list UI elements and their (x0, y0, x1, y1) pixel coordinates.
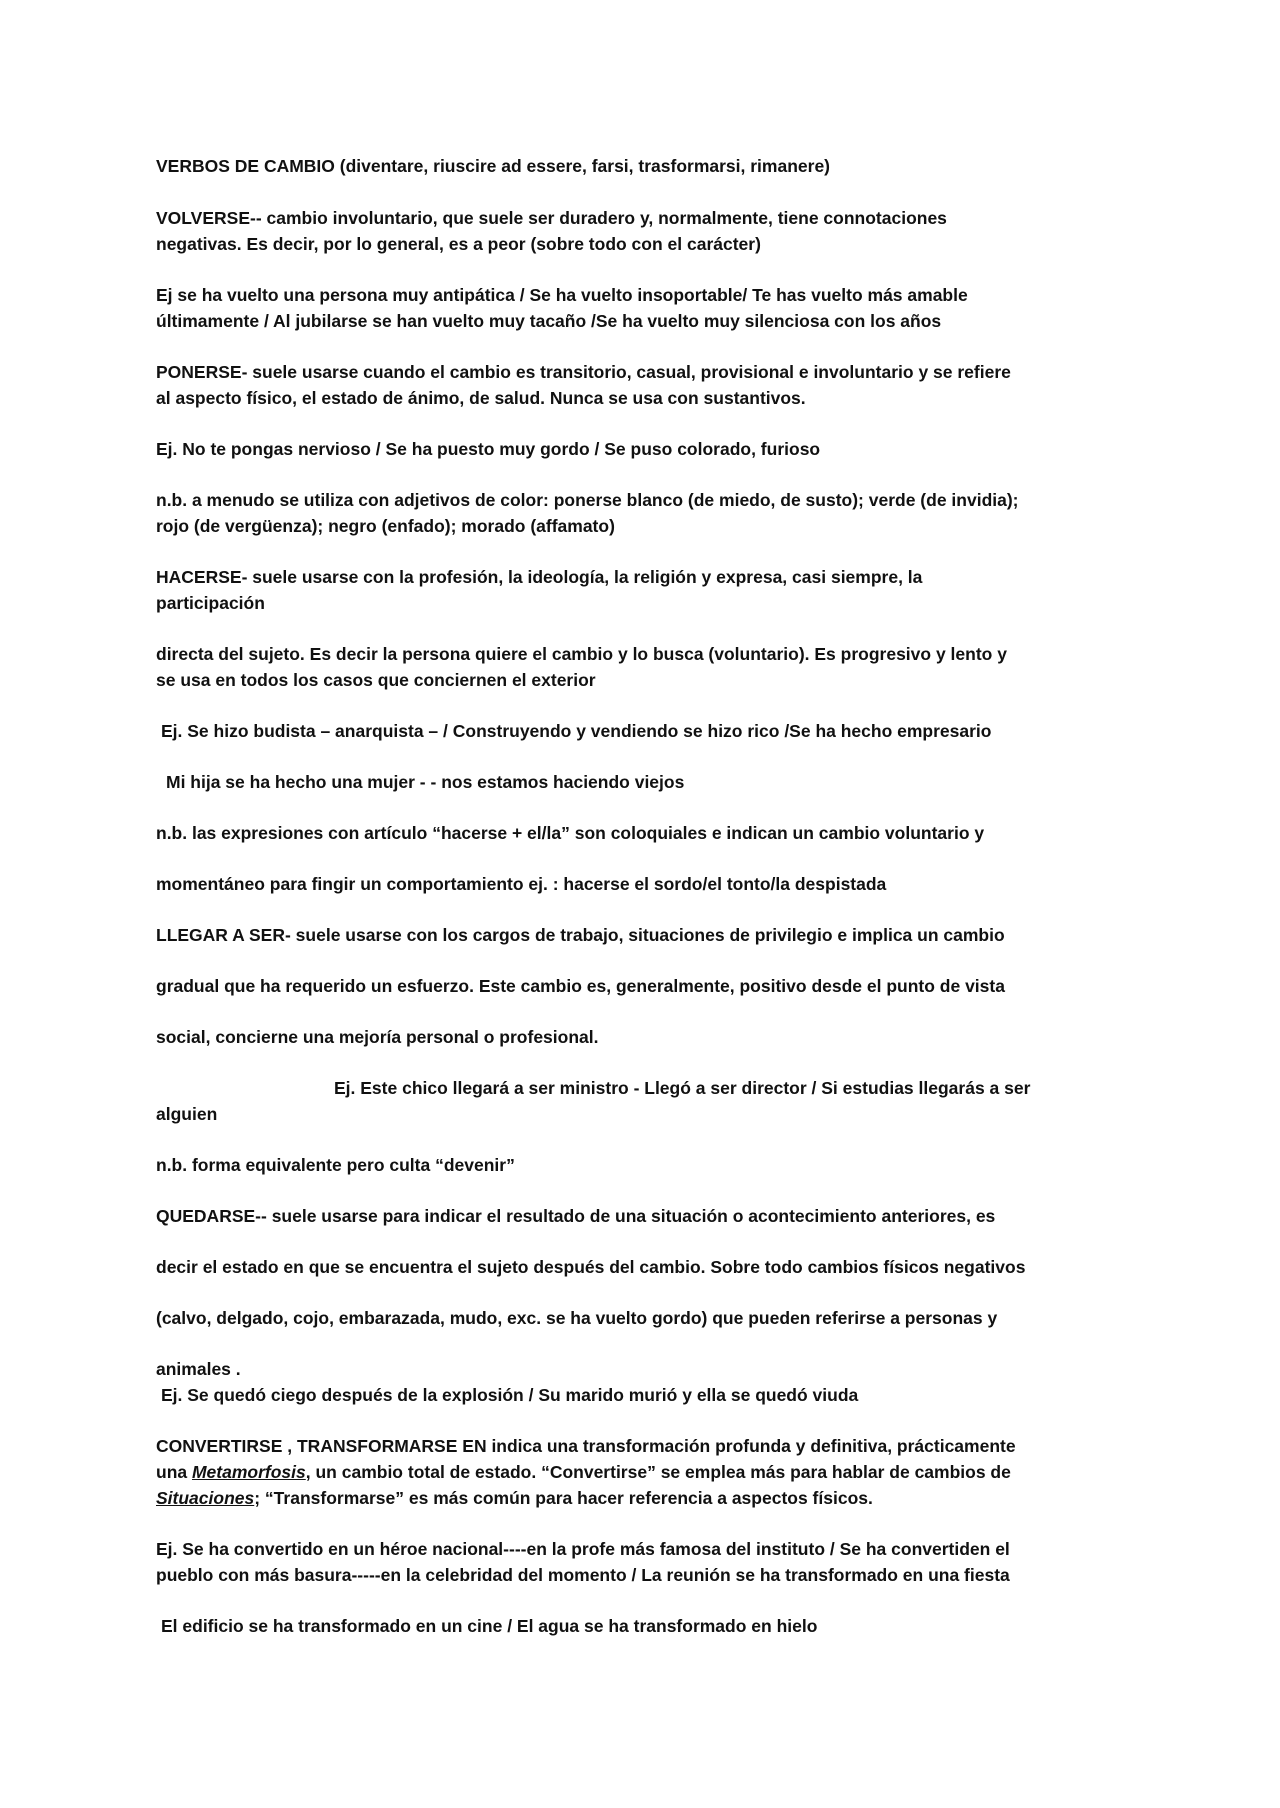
llegar-example-line-1: Ej. Este chico llegará a ser ministro - Llegó a ser director / Si estudias llegarás a ser (334, 1078, 1031, 1098)
convertirse-definition-line-3 (156, 1485, 873, 1511)
convertirse-line-2-prefix: una (156, 1462, 192, 1482)
hacerse-definition-line-4: se usa en todos los casos que conciernen el exterior (156, 670, 596, 690)
llegar-note: n.b. forma equivalente pero culta “devenir” (156, 1155, 515, 1175)
hacerse-example-line-2: Mi hija se ha hecho una mujer - - nos estamos haciendo viejos (166, 772, 685, 792)
hacerse-definition-line-3: directa del sujeto. Es decir la persona quiere el cambio y lo busca (voluntario). Es progresivo y lento y (156, 644, 1007, 664)
quedarse-example: Ej. Se quedó ciego después de la explosión / Su marido murió y ella se quedó viuda (161, 1385, 859, 1405)
hacerse-note-line-1: n.b. las expresiones con artículo “hacerse + el/la” son coloquiales e indican un cambio voluntario y (156, 823, 985, 843)
convertirse-definition-line-2 (156, 1459, 1011, 1485)
quedarse-definition-line-4: animales . (156, 1359, 241, 1379)
convertirse-definition-line-1: CONVERTIRSE , TRANSFORMARSE EN indica una transformación profunda y definitiva, prácticamente (156, 1436, 1016, 1456)
volverse-example-line-1: Ej se ha vuelto una persona muy antipática / Se ha vuelto insoportable/ Te has vuelto más amable (156, 285, 968, 305)
hacerse-definition-line-1: HACERSE- suele usarse con la profesión, la ideología, la religión y expresa, casi siempre, la (156, 567, 923, 587)
convertirse-line-2-suffix: , un cambio total de estado. “Convertirse” se emplea más para hablar de cambios de (305, 1462, 1011, 1482)
volverse-definition-line-1: VOLVERSE-- cambio involuntario, que suele ser duradero y, normalmente, tiene connotaciones (156, 208, 947, 228)
convertirse-example-line-2: pueblo con más basura-----en la celebridad del momento / La reunión se ha transformado en una fiesta (156, 1565, 1010, 1585)
title-heading: VERBOS DE CAMBIO (156, 156, 335, 176)
llegar-definition-line-2: gradual que ha requerido un esfuerzo. Este cambio es, generalmente, positivo desde el punto de vista (156, 976, 1005, 996)
llegar-definition-line-1: LLEGAR A SER- suele usarse con los cargos de trabajo, situaciones de privilegio e implica un cambio (156, 925, 1005, 945)
ponerse-definition-line-2: al aspecto físico, el estado de ánimo, de salud. Nunca se usa con sustantivos. (156, 388, 806, 408)
ponerse-note-line-1: n.b. a menudo se utiliza con adjetivos de color: ponerse blanco (de miedo, de susto); verde (de invidia); (156, 490, 1019, 510)
convertirse-example-line-3: El edificio se ha transformado en un cine / El agua se ha transformado en hielo (161, 1616, 818, 1636)
llegar-example-line-2: alguien (156, 1104, 218, 1124)
convertirse-example-line-1: Ej. Se ha convertido en un héroe nacional----en la profe más famosa del instituto / Se ha convertiden el (156, 1539, 1010, 1559)
convertirse-line-3-suffix: ; “Transformarse” es más común para hacer referencia a aspectos físicos. (254, 1488, 873, 1508)
metamorfosis-term: Metamorfosis (191, 1462, 306, 1482)
volverse-example-line-2: últimamente / Al jubilarse se han vuelto muy tacaño /Se ha vuelto muy silenciosa con los años (156, 311, 942, 331)
hacerse-note-line-2: momentáneo para fingir un comportamiento ej. : hacerse el sordo/el tonto/la despistada (156, 874, 887, 894)
document-title (156, 153, 830, 179)
quedarse-definition-line-2: decir el estado en que se encuentra el sujeto después del cambio. Sobre todo cambios físicos negativos (156, 1257, 1026, 1277)
llegar-definition-line-3: social, concierne una mejoría personal o profesional. (156, 1027, 599, 1047)
quedarse-definition-line-1: QUEDARSE-- suele usarse para indicar el resultado de una situación o acontecimiento anteriores, es (156, 1206, 996, 1226)
situaciones-term: Situaciones (156, 1488, 255, 1508)
ponerse-example: Ej. No te pongas nervioso / Se ha puesto muy gordo / Se puso colorado, furioso (156, 439, 821, 459)
volverse-definition-line-2: negativas. Es decir, por lo general, es a peor (sobre todo con el carácter) (156, 234, 761, 254)
ponerse-definition-line-1: PONERSE- suele usarse cuando el cambio es transitorio, casual, provisional e involuntario y se refiere (156, 362, 1011, 382)
hacerse-definition-line-2: participación (156, 593, 265, 613)
quedarse-definition-line-3: (calvo, delgado, cojo, embarazada, mudo, exc. se ha vuelto gordo) que pueden referirse a personas y (156, 1308, 998, 1328)
title-subtitle: (diventare, riuscire ad essere, farsi, trasformarsi, rimanere) (334, 156, 831, 176)
ponerse-note-line-2: rojo (de vergüenza); negro (enfado); morado (affamato) (156, 516, 615, 536)
hacerse-example-line-1: Ej. Se hizo budista – anarquista – / Construyendo y vendiendo se hizo rico /Se ha hecho empresario (161, 721, 992, 741)
